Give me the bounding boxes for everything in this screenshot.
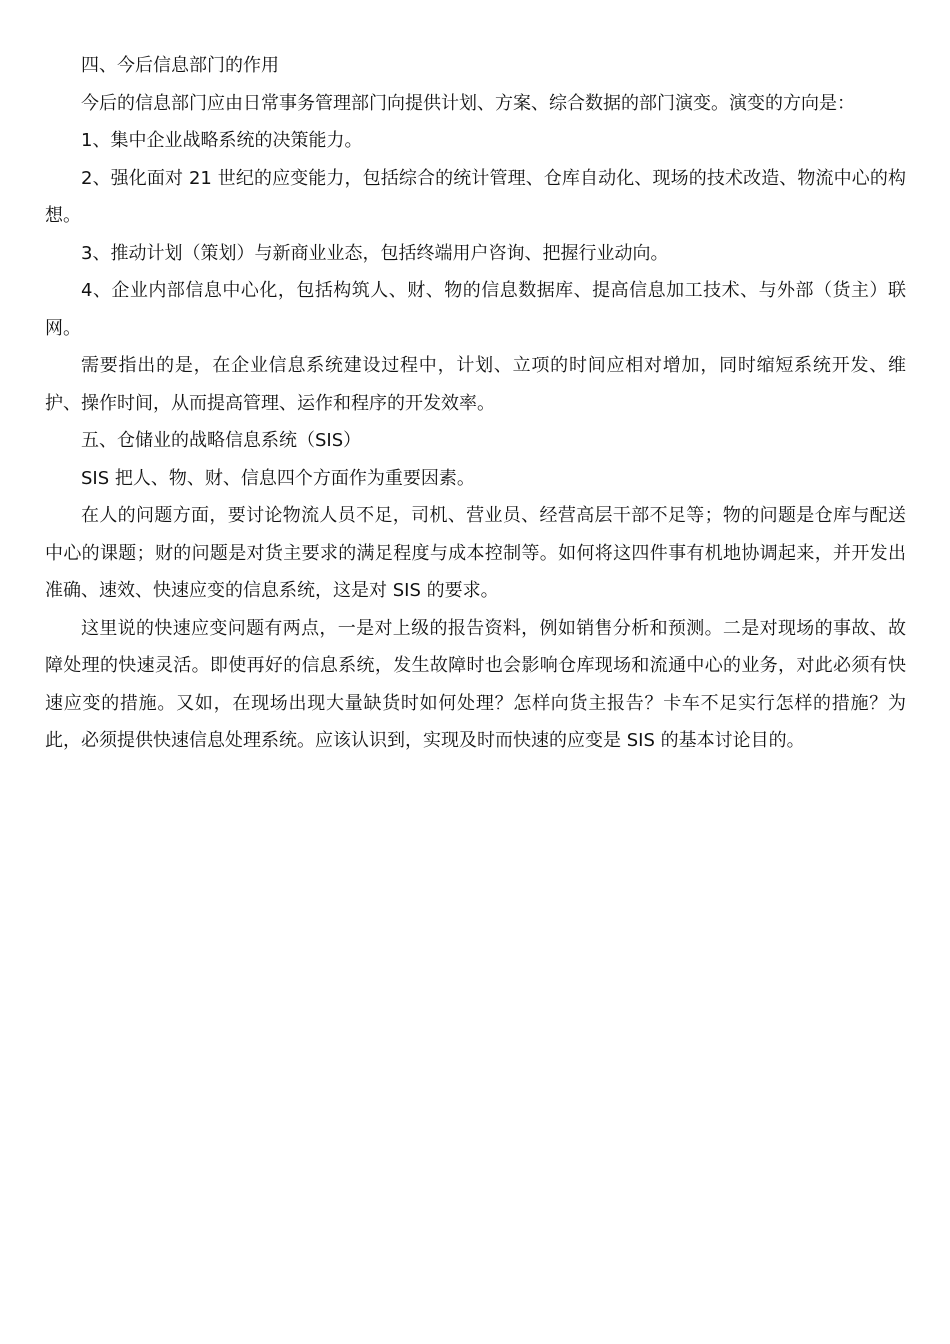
list-item-3: 3、推动计划（策划）与新商业业态，包括终端用户咨询、把握行业动向。 [81,242,669,264]
paragraph-sis-factors: SIS 把人、物、财、信息四个方面作为重要因素。 [81,467,475,489]
paragraph-evolution-intro: 今后的信息部门应由日常事务管理部门向提供计划、方案、综合数据的部门演变。演变的方向是： [81,92,855,114]
paragraph-sis-issues: 在人的问题方面，要讨论物流人员不足，司机、营业员、经营高层干部不足等；物的问题是仓库与配送中心的课题；财的问题是对货主要求的满足程度与成本控制等。如何将这四件事有机地协调起来，并开发出准确、速效、快速应变的信息系统，这是对 SIS 的要求。 [45,505,906,601]
list-item-2: 2、强化面对 21 世纪的应变能力，包括综合的统计管理、仓库自动化、现场的技术改造、物流中心的构想。 [45,167,906,226]
list-item-4: 4、企业内部信息中心化，包括构筑人、财、物的信息数据库、提高信息加工技术、与外部（货主）联网。 [45,280,906,339]
paragraph-quick-response: 这里说的快速应变问题有两点，一是对上级的报告资料，例如销售分析和预测。二是对现场的事故、故障处理的快速灵活。即使再好的信息系统，发生故障时也会影响仓库现场和流通中心的业务，对此必须有快速应变的措施。又如，在现场出现大量缺货时如何处理？怎样向货主报告？卡车不足实行怎样的措施？为此，必须提供快速信息处理系统。应该认识到，实现及时而快速的应变是 SIS 的基本讨论目的。 [45,617,906,751]
list-item-1: 1、集中企业战略系统的决策能力。 [81,130,363,151]
paragraph-note: 需要指出的是，在企业信息系统建设过程中，计划、立项的时间应相对增加，同时缩短系统开发、维护、操作时间，从而提高管理、运作和程序的开发效率。 [45,355,906,414]
section-heading-info-dept-role: 四、今后信息部门的作用 [81,55,279,76]
section-heading-sis: 五、仓储业的战略信息系统（SIS） [81,430,362,451]
